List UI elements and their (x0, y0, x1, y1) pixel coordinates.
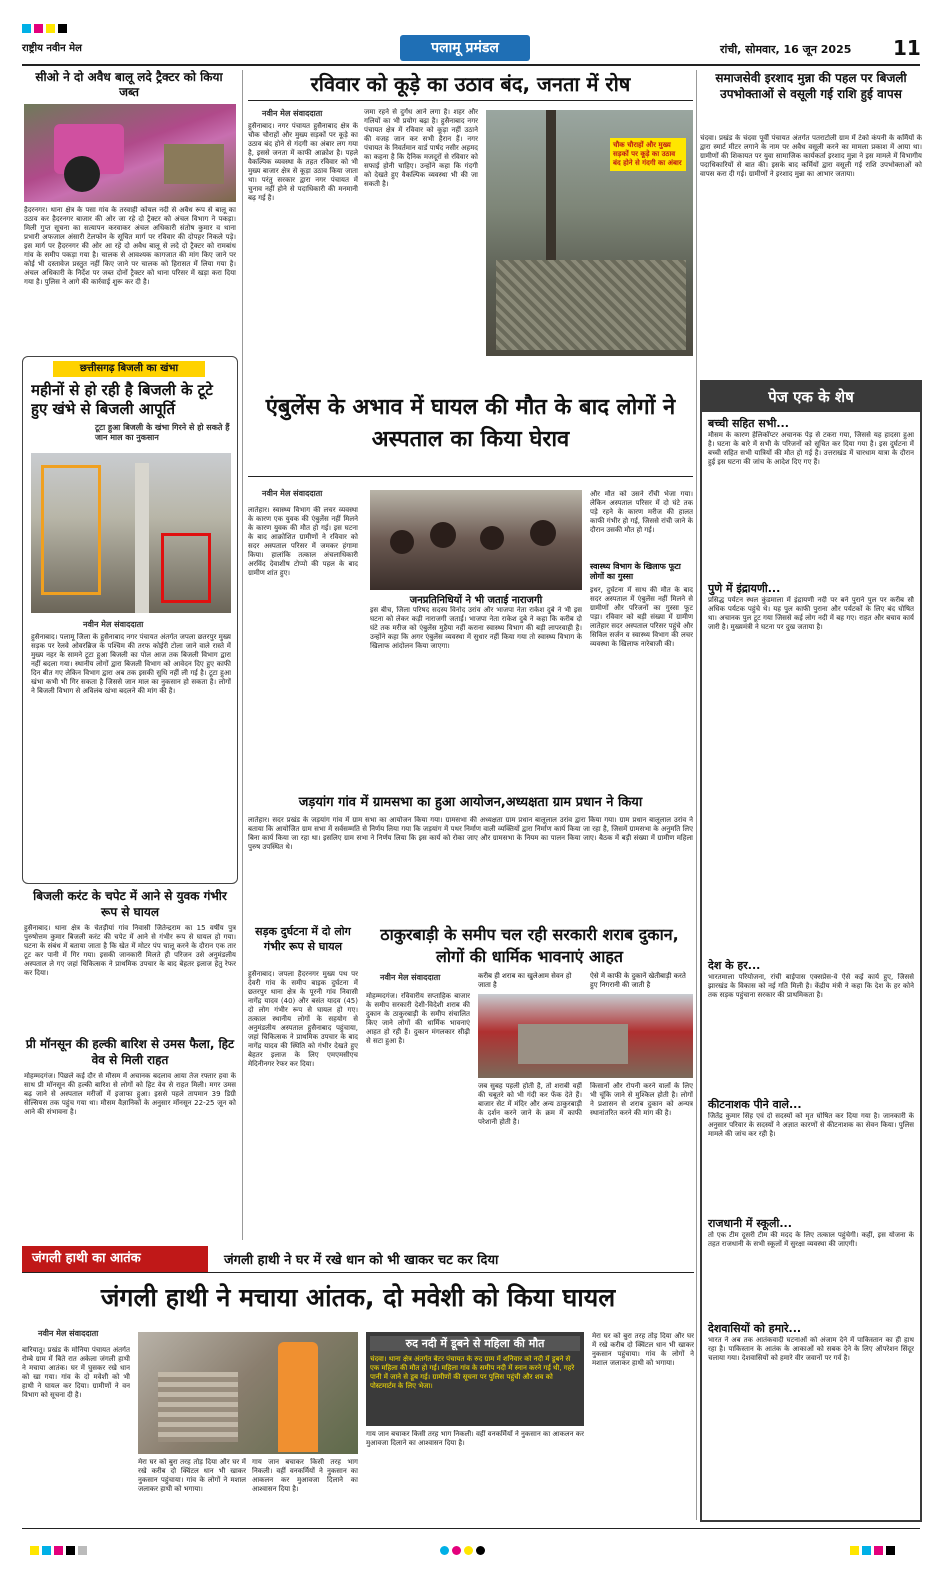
elephant-body-3: गाय जान बचाकर किसी तरह भाग निकली। वहीं वनकर्मियों ने नुकसान का आकलन कर मुआवजा दिलाने का आश्वासन दिया है। (252, 1458, 358, 1493)
liquor-photo-caption: करीब ही शराब का खुलेआम सेवन हो जाता है (478, 972, 572, 989)
left-bottom-body: मोहम्मदगंज। पिछले कई दौर से मौसम में अचानक बदलाव आया तेज रफ्तार हवा के साथ प्री मॉनसून की हल्की बारिश से लोगों को हिट वेव से राहत मिली। मगर उमस बढ़ जाने से अस्पताल मरीजों में इजाफा हुआ। इससे पहले तापमान 39 डिग्री सेल्सियस तक पहुंच गया था। मौसम वैज्ञानिकों के अनुसार मॉनसून 22-25 जून को आने की संभावना है। (24, 1072, 236, 1116)
elephant-damage-photo (138, 1332, 358, 1454)
liquor-body-col1: मोहम्मदगंज। रविवारीय सप्ताहिक बाजार के समीप सरकारी देशी-विदेशी शराब की दुकान के ठाकुरबाड़ी के समीप संचालित किए जाने लोगों की धार्मिक भावनाएं आहत हो रही हैं। दुकान मंगलकार सीढ़ी से सटा हुआ है। (366, 992, 470, 1045)
left-electric-pole-box (22, 356, 238, 884)
remainder-s4-title: कीटनाशक पीने वाले... (708, 1098, 802, 1111)
registration-marks-bottom-center (440, 1540, 488, 1559)
remainder-s1-body: मौसम के कारण हेलिकॉप्टर अचानक पेड़ से टकरा गया, जिससे यह हादसा हुआ है। घटना के बारे में सभी के परिजनों को सूचित कर दिया गया है। इस दुर्घटना में बच्ची सहित सभी यात्रियों की मौत हो गई है। उत्तराखंड में चारधाम यात्रा के दौरान हुई इस घटना की जांच के आदेश दिए गए हैं। (708, 431, 914, 466)
drowning-headline: रुद नदी में डूबने से महिला की मौत (370, 1336, 580, 1351)
right-top-headline: समाजसेवी इरशाद मुन्ना की पहल पर बिजली उपभोक्ताओं से वसूली गई राशि हुई वापस (715, 71, 907, 101)
box-banner-label: छत्तीसगढ़ बिजली का खंभा (79, 363, 179, 374)
garbage-photo (486, 110, 693, 356)
liquor-byline: नवीन मेल संवाददाता (380, 973, 441, 982)
liquor-shop-photo (478, 994, 693, 1078)
protest-photo-caption: जनप्रतिनिधियों ने भी जताई नाराजगी (409, 595, 543, 606)
box-body: हुसैनाबाद। पलामू जिला के हुसैनाबाद नगर पंचायत अंतर्गत जपला छतरपुर मुख्य सड़क पर रेलवे ओवरब्रिज के पश्चिम की तरफ कोईरी टोला जाने वाले रास्ते में मुख्य नहर के सामने टूटा हुआ बिजली का पोल आज तक बिजली विभाग द्वारा नहीं बदला गया। स्थानीय लोगों द्वारा बिजली विभाग को आवेदन दिए हुए काफी दिन बीत गए लेकिन विभाग द्वारा अब तक इसकी सुधि नहीं ली गई है। टूटा हुआ खंभा कभी भी गिर सकता है जिससे जान माल का नुकसान हो सकता है। लोगों ने बिजली विभाग से अविलंब खंभा बदलने की मांग की है। (31, 633, 231, 695)
right-top-body: चंदवा। प्रखंड के चंदवा पूर्वी पंचायत अंतर्गत पतराटोली ग्राम में टेको कंपनी के कर्मियों के द्वारा स्मार्ट मीटर लगाने के नाम पर अवैध वसूली करने का मामला प्रकाश में आया था। ग्रामीणों की शिकायत पर युवा सामाजिक कार्यकर्ता इरशाद मुन्ना ने इस मामले में विभागीय पदाधिकारियों से बात की। इसके बाद कर्मियों द्वारा वसूली गई राशि उपभोक्ताओं को वापस करा दी गई। ग्रामीणों ने इरशाद मुन्ना का आभार जताया। (700, 134, 922, 178)
elephant-headline: जंगली हाथी ने मचाया आंतक, दो मवेशी को किया घायल (100, 1283, 616, 1312)
registration-marks-top (22, 18, 70, 37)
accident-headline: सड़क दुर्घटना में दो लोग गंभीर रूप से घायल (255, 925, 351, 953)
left-mid-headline: बिजली करंट के चपेट में आने से युवक गंभीर रूप से घायल (33, 889, 227, 919)
remainder-s2-body: प्रसिद्ध पर्यटन स्थल कुंडमाला में इंद्रायणी नदी पर बने पुराने पुल पर करीब सौ अधिक पर्यटक पहुंचे थे। यह पुल काफी पुराना और पर्यटकों के लिए बंद घोषित था। अचानक पुल टूट गया जिससे कई लोग नदी में बह गए। राहत और बचाव कार्य जारी है। मुख्यमंत्री ने घटना पर दुख जताया है। (708, 596, 914, 631)
left-bottom-headline: प्री मॉनसून की हल्की बारिश से उमस फैला, हिट वेव से मिली राहत (25, 1037, 235, 1067)
masthead-rule (22, 64, 920, 66)
garbage-body-col2: जमा रहने से दुर्गंध आने लगा है। शहर और गलियों का भी प्रयोग बढ़ा है। हुसैनाबाद नगर पंचायत क्षेत्र में रविवार को कूड़ा नहीं उठाने की वजह जान कर सभी हैरान हैं। नगर पंचायत के निवर्तमान वार्ड पार्षद नसीर अहमद का कहना है कि दैनिक मजदूरों से रविवार को सफाई होनी चाहिए। उन्होंने कहा कि गंदगी को देखते हुए वैकल्पिक व्यवस्था भी की जा सकती है। (364, 108, 478, 188)
elephant-tag (22, 1246, 208, 1272)
elephant-rule (22, 1272, 694, 1273)
left-mid-body: हुसैनाबाद। थाना क्षेत्र के चेतड़ीयां गांव निवासी जितेन्द्रराम का 15 वर्षीय पुत्र पुरुषोत्तम कुमार बिजली करंट की चपेट में आने से गंभीर रूप से घायल हो गया। घटना के संबंध में बताया जाता है कि खेत में मोटर पंप चालू करने के दौरान एक तार टूट कर पानी में गिर गया। इसकी जानकारी मिलते ही परिजन उसे अनुमंडलीय अस्पताल ले गए जहां चिकित्सक ने प्राथमिक उपचार के बाद बेहतर इलाज हेतु रेफर कर दिया। (24, 924, 236, 977)
column-rule-1 (242, 70, 243, 1240)
remainder-s3-title: देश के हर... (708, 959, 761, 972)
ambulance-body-col2: इस बीच, जिला परिषद सदस्य विनोद उरांव और भाजपा नेता राकेश दुबे ने भी इस घटना को लेकर कड़ी नाराजगी जताई। भाजपा नेता राकेश दुबे ने कहा कि करीब दो घंटे तक मरीज को एंबुलेंस मुहैया नहीं कराना स्वास्थ्य विभाग की बड़ी लापरवाही है। उन्होंने कहा कि अगर एंबुलेंस व्यवस्था में सुधार नहीं किया गया तो स्वास्थ्य विभाग के खिलाफ आंदोलन किया जाएगा। (370, 606, 582, 650)
remainder-s1-title: बच्ची सहित सभी... (708, 417, 789, 430)
paper-name: राष्ट्रीय नवीन मेल (22, 43, 82, 54)
elephant-body: बारियातू। प्रखंड के मोनिया पंचायत अंतर्गत रोम्बे ग्राम में बिते रात अकेला जंगली हाथी ने मचाया आतंक। घर में घुसकर रखे धान को खा गया। गांव के दो मवेशी को भी हाथी ने घायल कर दिया। ग्रामीणों ने वन विभाग को सूचना दी है। (22, 1346, 130, 1399)
column-rule-2 (696, 70, 697, 1520)
ambulance-body-col1: लातेहार। स्वास्थ्य विभाग की लचर व्यवस्था के कारण एक युवक की एंबुलेंस नहीं मिलने के कारण युवक की मौत हो गई। इस घटना के बाद आक्रोशित ग्रामीणों ने रविवार को सदर अस्पताल परिसर में जमकर हंगामा किया। हालांकि तत्काल अंचलाधिकारी अरविंद देवाशीष टोप्पो की पहल के बाद ग्रामीण शांत हुए। (248, 506, 358, 577)
liquor-headline: ठाकुरबाड़ी के समीप चल रही सरकारी शराब दुकान, लोगों की धार्मिक भावनाएं आहत (380, 925, 679, 966)
footer-rule (22, 1528, 920, 1529)
box-banner (53, 361, 205, 377)
liquor-body-col2: जब सुबह पहली होती है, तो शराबी वहीं की चबूतरे को भी गंदी कर फेंक देते हैं। बाजार सेट में मंदिर और अन्य ठाकुरबाड़ी के दर्शन करने जाने के क्रम में काफी परेशानी होती है। (478, 1082, 582, 1126)
remainder-title: पेज एक के शेष (768, 388, 854, 406)
ambulance-body-col3: और मौत को उसने राँची भेजा गया। लेकिन अस्पताल परिसर में दो घंटे तक पड़े रहने के कारण मरीज की हालत काफी गंभीर हो गई, जिससे रांची जाने के दौरान उसकी मौत हो गई। (590, 490, 693, 534)
remainder-s5-body: तो एक टीम दूसरी टीम की मदद के लिए तत्काल पहुंचेगी। कहीं, इस योजना के तहत राजधानी के सभी स्कूलों में सुरक्षा व्यवस्था की जाएगी। (708, 1231, 914, 1248)
left-top-headline: सीओ ने दो अवैध बालू लदे ट्रैक्टर को किया जब्त (35, 70, 223, 99)
garbage-body-col1: हुसैनाबाद। नगर पंचायत हुसैनाबाद क्षेत्र के चौक चौराहों और मुख्य सड़कों पर कूड़े का उठाव बंद होने से गंदगी का अंबार लग गया है, इससे जनता में काफी आक्रोश है। पहले वैकल्पिक व्यवस्था के तहत रविवार को भी मुख्य बाजार क्षेत्र से कूड़ा उठाव किया जाता था। परंतु सरकार द्वारा नगर पंचायत में चुनाव नहीं होने से पदाधिकारी की मनमानी बढ़ गई है। (248, 122, 358, 202)
garbage-photo-caption-box (610, 138, 686, 171)
remainder-s6-title: देशवासियों को हमारे... (708, 1322, 802, 1335)
ambulance-body-col4: इधर, दुर्घटना में साथ की मौत के बाद सदर अस्पताल में एंबुलेंस नहीं मिलने से ग्रामीणों और परिजनों का गुस्सा फूट पड़ा। रविवार को बड़ी संख्या में ग्रामीण लातेहार सदर अस्पताल परिसर पहुंचे और सिविल सर्जन व स्वास्थ्य विभाग की लचर व्यवस्था के खिलाफ नारेबाजी की। (590, 586, 693, 648)
remainder-s5-title: राजधानी में स्कूली... (708, 1217, 792, 1230)
garbage-byline: नवीन मेल संवाददाता (262, 109, 323, 118)
elephant-continued: मेरा घर को बुरा तरह तोड़ दिया और घर में रखे करीब दो क्विंटल धान भी खाकर नुकसान पहुंचाया। गांव के लोगों ने मशाल जलाकर हाथी को भगाया। (592, 1332, 694, 1367)
registration-marks-bottom-right (850, 1540, 898, 1559)
elephant-body-2: मेरा घर को बुरा तरह तोड़ दिया और घर में रखे करीब दो क्विंटल धान भी खाकर नुकसान पहुंचाया। गांव के लोगों ने मशाल जलाकर हाथी को भगाया। (138, 1458, 246, 1493)
gramsabha-headline: जड़यांग गांव में ग्रामसभा का हुआ आयोजन,अध्यक्षता ग्राम प्रधान ने किया (248, 794, 693, 812)
box-headline: महीनों से हो रही है बिजली के टूटे हुए खंभे से बिजली आपूर्ति (31, 381, 213, 418)
box-photo-caption: टूटा हुआ बिजली के खंभा गिरने से हो सकते हैं जान माल का नुकसान (95, 423, 230, 442)
elephant-tag-label: जंगली हाथी का आतंक (32, 1251, 141, 1266)
elephant-byline: नवीन मेल संवाददाता (38, 1329, 99, 1338)
tractor-photo (24, 104, 236, 202)
drowning-continued: गाय जान बचाकर किसी तरह भाग निकली। वहीं वनकर्मियों ने नुकसान का आकलन कर मुआवजा दिलाने का आश्वासन दिया है। (366, 1430, 584, 1447)
drowning-box (366, 1332, 584, 1426)
remainder-s4-body: जितेंद्र कुमार सिंह एवं दो सदस्यों को मृत घोषित कर दिया गया है। जानकारी के अनुसार परिवार के सदस्यों ने अज्ञात कारणों से कीटनाशक का सेवन किया। पुलिस मामले की जांच कर रही है। (708, 1112, 914, 1138)
page-number: 11 (893, 36, 921, 60)
liquor-body-col3: किसानों और रोपनी करने वालों के लिए भी चूंकि जाने से मुश्किल होती है। लोगों ने प्रशासन से शराब दुकान को अन्यत्र स्थानांतरित करने की मांग की है। (590, 1082, 693, 1117)
section-banner (400, 35, 530, 61)
liquor-photo-caption-2: ऐसे में काफी के दुकानें खेतीबाड़ी करते हुए निगरानी की जाती है (590, 972, 686, 989)
broken-pole-photo (31, 453, 231, 613)
ambulance-byline: नवीन मेल संवाददाता (262, 489, 323, 498)
garbage-rule (248, 100, 693, 101)
ambulance-rule (248, 476, 693, 477)
left-top-body: हैदरनगर। थाना क्षेत्र के पसा गांव के तरवाही कोयल नदी से अवैध रूप से बालू का उठाव कर हैदरनगर बाजार की ओर जा रहे दो ट्रैक्टर को अंचल विभाग ने पकड़ा। मिली गुप्त सूचना का सत्यापन करवाकर अंचल अधिकारी संतोष कुमार व थाना प्रभारी अफजाल अंसारी टेलफोन के सूचित मार्ग पर रविवार की दोपहर निकले पड़े। इस मार्ग पर हैदरनगर की ओर आ रहे दो अवैध बालू से लदे दो ट्रैक्टर को रामबांध गांव के समीप पकड़ा गया है। चालक से आवश्यक कागजात की मांग किए जाने पर कोई भी दस्तावेज प्रस्तुत नहीं किए जाने पर चालक को हिरासत में लिया गया है। अंचल अधिकारी के निर्देश पर जब्त दोनों ट्रैक्टर को थाना परिसर में खड़ा करा दिया गया है। पुलिस ने आगे की कार्रवाई शुरू कर दी है। (24, 206, 236, 286)
garbage-photo-caption: चौक चौराहों और मुख्य सड़कों पर कूड़े का उठाव बंद होने से गंदगी का अंबार (613, 141, 682, 167)
registration-marks-bottom-left (30, 1540, 90, 1559)
remainder-s6-body: भारत ने अब तक आतंकवादी घटनाओं को अंजाम देने में पाकिस्तान का ही हाथ रहा है। पाकिस्तान के आतंक के आकाओं को सबक देने के लिए ऑपरेशन सिंदूर चलाया गया। देशवासियों को हमारे वीर जवानों पर गर्व है। (708, 1336, 914, 1362)
protest-photo (370, 490, 582, 590)
remainder-s3-body: भारतमाला परियोजना, रांची बाईपास एक्सप्रेस-वे ऐसे कई कार्य हुए, जिससे झारखंड के विकास को नई गति मिली है। केंद्रीय मंत्री ने कहा कि देश के हर कोने तक सड़क पहुंचाना सरकार की प्राथमिकता है। (708, 973, 914, 999)
ambulance-headline: एंबुलेंस के अभाव में घायल की मौत के बाद लोगों ने अस्पताल का किया घेराव (265, 395, 676, 452)
remainder-s2-title: पुणे में इंद्रायणी... (708, 582, 781, 595)
box-byline: नवीन मेल संवाददाता (83, 620, 144, 629)
gramsabha-body: लातेहार। सदर प्रखंड के जड़यांग गांव में ग्राम सभा का आयोजन किया गया। ग्रामसभा की अध्यक्षता ग्राम प्रधान बालूलाल उरांव द्वारा किया गया। ग्राम प्रधान बालूलाल उरांव ने बताया कि आयोजित ग्राम सभा में सर्वसम्मति से निर्णय लिया गया कि जड़यांग में पथर निर्माण वाली व्यक्तियों द्वारा निर्माण कार्य किया जा रहा है, जिसमें ग्रामसभा के अनुमति लिए बिना कार्य किया जा रहा था। इसलिए ग्राम सभा ने निर्णय लिया कि इस कार्य को रोका जाए और ग्रामसभा के नियम का पालन किया जाए। बैठक में बड़ी संख्या में ग्रामीण महिला पुरुष उपस्थित थे। (248, 816, 693, 851)
elephant-strap: जंगली हाथी ने घर में रखे धान को भी खाकर चट कर दिया (224, 1253, 499, 1268)
remainder-title-bar (702, 382, 920, 412)
garbage-headline: रविवार को कूड़े का उठाव बंद, जनता में रोष (310, 72, 631, 96)
dateline: रांची, सोमवार, 16 जून 2025 (720, 43, 852, 56)
accident-body: हुसैनाबाद। जपला हैदरनगर मुख्य पथ पर देवरी गांव के समीप बाइक दुर्घटना में छतरपुर थाना क्षेत्र के पूरनी गांव निवासी नागेंद्र यादव (40) और बसंत यादव (45) दो लोग गंभीर रूप से घायल हो गए। तत्काल स्थानीय लोगों के सहयोग से अनुमंडलीय अस्पताल हुसैनाबाद पहुंचाया, जहां चिकित्सक ने प्राथमिक उपचार के बाद नागेंद्र यादव की स्थिति को गंभीर देखते हुए बेहतर इलाज के लिए एमएमसीएच मेदिनीनगर रेफर कर दिया। (248, 970, 358, 1068)
page-one-remainder-box (700, 380, 922, 1522)
ambulance-subhead: स्वास्थ्य विभाग के खिलाफ फूटा लोगों का गुस्सा (590, 562, 681, 581)
section-title: पलामू प्रमंडल (431, 40, 499, 56)
drowning-body: चंदवा। थाना क्षेत्र अंतर्गत बेटर पंचायत के रुद ग्राम में शनिवार को नदी में डूबने से एक महिला की मौत हो गई। महिला गांव के समीप नदी में स्नान करने गई थी, गहरे पानी में जाने से डूब गई। ग्रामीणों की सूचना पर पुलिस पहुंची और शव को पोस्टमार्टम के लिए भेजा। (370, 1355, 575, 1390)
